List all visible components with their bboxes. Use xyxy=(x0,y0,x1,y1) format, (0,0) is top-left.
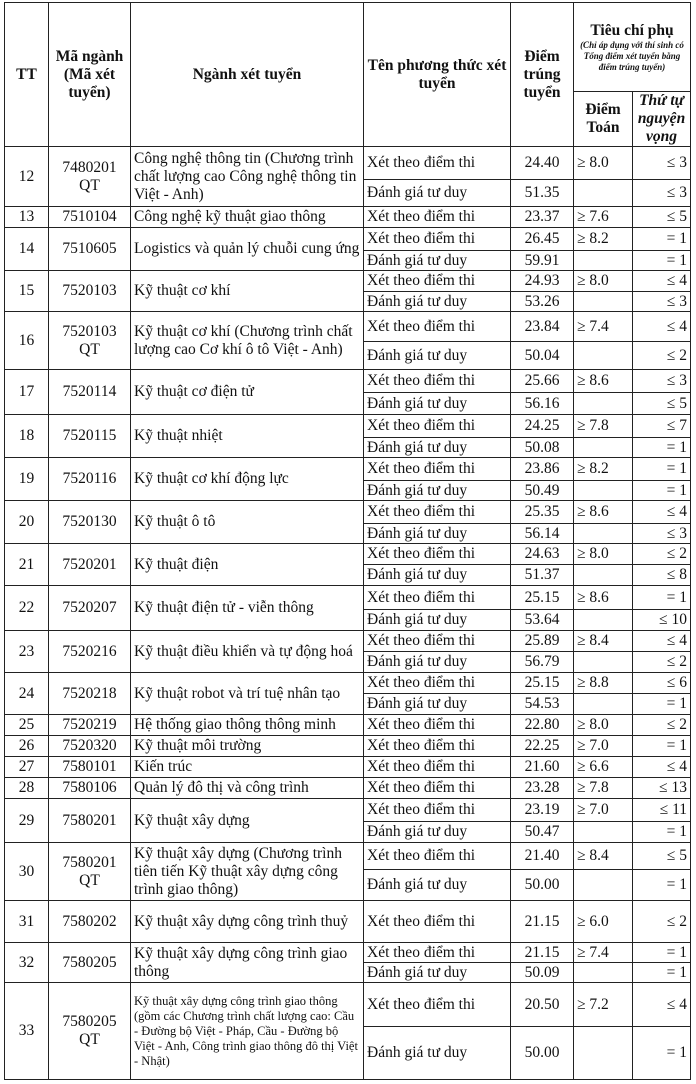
major-name: Kỹ thuật cơ khí xyxy=(131,271,364,312)
admission-method: Xét theo điểm thi xyxy=(364,673,511,694)
wish-order-criterion: ≤ 4 xyxy=(633,631,691,652)
header-tieu-chi-note: (Chỉ áp dụng với thí sinh có Tổng điểm xét tuyển bằng điểm trúng tuyển) xyxy=(580,39,684,72)
table-row xyxy=(5,415,691,438)
major-name: Kỹ thuật ô tô xyxy=(131,501,364,544)
major-name: Logistics và quản lý chuỗi cung ứng xyxy=(131,228,364,271)
row-number: 24 xyxy=(5,673,49,715)
wish-order-criterion: = 1 xyxy=(633,963,691,983)
math-score-criterion: ≥ 6.0 xyxy=(574,901,633,943)
cutoff-score: 23.28 xyxy=(511,778,574,799)
cutoff-score: 24.63 xyxy=(511,544,574,565)
table-row xyxy=(5,586,691,610)
wish-order-criterion: ≤ 3 xyxy=(633,370,691,393)
table-row xyxy=(5,312,691,342)
cutoff-score: 50.09 xyxy=(511,963,574,983)
major-name: Công nghệ kỹ thuật giao thông xyxy=(131,207,364,228)
cutoff-score: 50.04 xyxy=(511,342,574,370)
row-number: 12 xyxy=(5,147,49,207)
major-name: Hệ thống giao thông thông minh xyxy=(131,715,364,736)
row-number: 14 xyxy=(5,228,49,271)
table-row xyxy=(5,715,691,736)
admission-method: Xét theo điểm thi xyxy=(364,586,511,610)
wish-order-criterion: = 1 xyxy=(633,228,691,251)
cutoff-score: 22.80 xyxy=(511,715,574,736)
wish-order-criterion: ≤ 4 xyxy=(633,983,691,1027)
major-name: Kỹ thuật cơ khí (Chương trình chất lượng cao Cơ khí ô tô Việt - Anh) xyxy=(131,312,364,370)
math-score-criterion xyxy=(574,180,633,207)
wish-order-criterion: ≤ 8 xyxy=(633,565,691,586)
admission-method: Đánh giá tư duy xyxy=(364,1027,511,1080)
math-score-criterion: ≥ 7.8 xyxy=(574,415,633,438)
row-number: 26 xyxy=(5,736,49,757)
table-row xyxy=(5,631,691,652)
admission-method: Đánh giá tư duy xyxy=(364,870,511,901)
table-row xyxy=(5,757,691,778)
cutoff-score: 25.15 xyxy=(511,586,574,610)
header-tieu-chi-title: Tiêu chí phụ xyxy=(590,21,674,39)
math-score-criterion: ≥ 8.2 xyxy=(574,228,633,251)
cutoff-score: 25.35 xyxy=(511,501,574,524)
admission-method: Xét theo điểm thi xyxy=(364,312,511,342)
major-code: 7580205 xyxy=(49,943,131,983)
cutoff-score: 50.08 xyxy=(511,438,574,458)
math-score-criterion xyxy=(574,694,633,715)
major-code: 7520218 xyxy=(49,673,131,715)
row-number: 23 xyxy=(5,631,49,673)
math-score-criterion xyxy=(574,292,633,312)
cutoff-score: 54.53 xyxy=(511,694,574,715)
cutoff-score: 50.49 xyxy=(511,481,574,501)
row-number: 22 xyxy=(5,586,49,631)
admission-method: Xét theo điểm thi xyxy=(364,901,511,943)
major-code: 7520116 xyxy=(49,458,131,501)
row-number: 19 xyxy=(5,458,49,501)
math-score-criterion xyxy=(574,342,633,370)
row-number: 20 xyxy=(5,501,49,544)
math-score-criterion: ≥ 7.0 xyxy=(574,799,633,822)
wish-order-criterion: = 1 xyxy=(633,458,691,481)
math-score-criterion xyxy=(574,393,633,415)
wish-order-criterion: ≤ 4 xyxy=(633,501,691,524)
admission-method: Xét theo điểm thi xyxy=(364,271,511,292)
major-name: Kỹ thuật xây dựng công trình giao thông xyxy=(131,943,364,983)
math-score-criterion: ≥ 7.4 xyxy=(574,312,633,342)
admission-method: Xét theo điểm thi xyxy=(364,757,511,778)
math-score-criterion: ≥ 8.0 xyxy=(574,147,633,180)
wish-order-criterion: ≤ 2 xyxy=(633,715,691,736)
row-number: 29 xyxy=(5,799,49,843)
wish-order-criterion: = 1 xyxy=(633,694,691,715)
row-number: 28 xyxy=(5,778,49,799)
admission-method: Đánh giá tư duy xyxy=(364,652,511,673)
math-score-criterion xyxy=(574,610,633,631)
admission-method: Xét theo điểm thi xyxy=(364,843,511,870)
major-code: 7510104 xyxy=(49,207,131,228)
admission-method: Đánh giá tư duy xyxy=(364,610,511,631)
cutoff-score: 22.25 xyxy=(511,736,574,757)
wish-order-criterion: ≤ 5 xyxy=(633,843,691,870)
admission-method: Xét theo điểm thi xyxy=(364,501,511,524)
wish-order-criterion: ≤ 7 xyxy=(633,415,691,438)
major-code: 7510605 xyxy=(49,228,131,271)
header-thu-tu-nguyen-vong: Thứ tự nguyện vọng xyxy=(633,92,691,147)
math-score-criterion: ≥ 8.4 xyxy=(574,631,633,652)
admission-method: Xét theo điểm thi xyxy=(364,631,511,652)
cutoff-score: 25.89 xyxy=(511,631,574,652)
cutoff-score: 56.14 xyxy=(511,524,574,544)
table-row xyxy=(5,673,691,694)
row-number: 25 xyxy=(5,715,49,736)
major-code: 7520216 xyxy=(49,631,131,673)
math-score-criterion: ≥ 7.4 xyxy=(574,943,633,963)
major-name: Kiến trúc xyxy=(131,757,364,778)
major-name: Công nghệ thông tin (Chương trình chất lượng cao Công nghệ thông tin Việt - Anh) xyxy=(131,147,364,207)
wish-order-criterion: ≤ 3 xyxy=(633,292,691,312)
major-code: 7580202 xyxy=(49,901,131,943)
wish-order-criterion: ≤ 3 xyxy=(633,524,691,544)
major-code: 7580205 QT xyxy=(49,983,131,1080)
table-row xyxy=(5,147,691,180)
math-score-criterion: ≥ 8.6 xyxy=(574,370,633,393)
admission-method: Xét theo điểm thi xyxy=(364,799,511,822)
major-code: 7520130 xyxy=(49,501,131,544)
major-code: 7520103 QT xyxy=(49,312,131,370)
math-score-criterion: ≥ 8.8 xyxy=(574,673,633,694)
header-tieu-chi-phu xyxy=(574,3,691,92)
math-score-criterion: ≥ 7.8 xyxy=(574,778,633,799)
cutoff-score: 59.91 xyxy=(511,251,574,271)
cutoff-score: 53.64 xyxy=(511,610,574,631)
major-name: Kỹ thuật xây dựng xyxy=(131,799,364,843)
row-number: 15 xyxy=(5,271,49,312)
wish-order-criterion: ≤ 2 xyxy=(633,342,691,370)
row-number: 33 xyxy=(5,983,49,1080)
table-row xyxy=(5,901,691,943)
major-code: 7480201 QT xyxy=(49,147,131,207)
row-number: 32 xyxy=(5,943,49,983)
wish-order-criterion: = 1 xyxy=(633,870,691,901)
major-name: Kỹ thuật điều khiển và tự động hoá xyxy=(131,631,364,673)
table-row xyxy=(5,778,691,799)
major-code: 7520114 xyxy=(49,370,131,415)
cutoff-score: 20.50 xyxy=(511,983,574,1027)
math-score-criterion xyxy=(574,652,633,673)
math-score-criterion xyxy=(574,565,633,586)
admission-method: Xét theo điểm thi xyxy=(364,544,511,565)
admission-method: Đánh giá tư duy xyxy=(364,251,511,271)
cutoff-score: 56.16 xyxy=(511,393,574,415)
cutoff-score: 24.40 xyxy=(511,147,574,180)
wish-order-criterion: = 1 xyxy=(633,736,691,757)
cutoff-score: 23.19 xyxy=(511,799,574,822)
wish-order-criterion: ≤ 3 xyxy=(633,147,691,180)
table-row xyxy=(5,207,691,228)
major-name: Kỹ thuật xây dựng (Chương trình tiên tiến Kỹ thuật xây dựng công trình giao thông) xyxy=(131,843,364,901)
math-score-criterion: ≥ 8.6 xyxy=(574,501,633,524)
cutoff-score: 24.93 xyxy=(511,271,574,292)
major-code: 7520219 xyxy=(49,715,131,736)
wish-order-criterion: ≤ 4 xyxy=(633,757,691,778)
admission-method: Đánh giá tư duy xyxy=(364,180,511,207)
admission-method: Xét theo điểm thi xyxy=(364,458,511,481)
wish-order-criterion: = 1 xyxy=(633,943,691,963)
wish-order-criterion: = 1 xyxy=(633,251,691,271)
table-row xyxy=(5,736,691,757)
admission-method: Xét theo điểm thi xyxy=(364,983,511,1027)
major-name: Kỹ thuật cơ khí động lực xyxy=(131,458,364,501)
cutoff-score: 21.40 xyxy=(511,843,574,870)
cutoff-score: 23.84 xyxy=(511,312,574,342)
wish-order-criterion: = 1 xyxy=(633,438,691,458)
cutoff-score: 50.00 xyxy=(511,870,574,901)
admission-method: Đánh giá tư duy xyxy=(364,342,511,370)
admission-table-container xyxy=(4,2,690,1080)
table-row xyxy=(5,370,691,393)
row-number: 27 xyxy=(5,757,49,778)
major-name: Kỹ thuật nhiệt xyxy=(131,415,364,458)
major-name: Kỹ thuật điện xyxy=(131,544,364,586)
wish-order-criterion: ≤ 3 xyxy=(633,180,691,207)
table-body xyxy=(5,147,691,1080)
major-name: Kỹ thuật điện tử - viễn thông xyxy=(131,586,364,631)
major-code: 7580201 xyxy=(49,799,131,843)
wish-order-criterion: ≤ 2 xyxy=(633,652,691,673)
math-score-criterion: ≥ 8.0 xyxy=(574,271,633,292)
cutoff-score: 24.25 xyxy=(511,415,574,438)
cutoff-score: 21.60 xyxy=(511,757,574,778)
table-row xyxy=(5,458,691,481)
cutoff-score: 25.66 xyxy=(511,370,574,393)
math-score-criterion xyxy=(574,870,633,901)
major-name: Kỹ thuật xây dựng công trình thuỷ xyxy=(131,901,364,943)
cutoff-score: 53.26 xyxy=(511,292,574,312)
math-score-criterion: ≥ 8.4 xyxy=(574,843,633,870)
math-score-criterion: ≥ 8.0 xyxy=(574,715,633,736)
cutoff-score: 25.15 xyxy=(511,673,574,694)
table-row xyxy=(5,843,691,870)
wish-order-criterion: ≤ 10 xyxy=(633,610,691,631)
major-name: Kỹ thuật xây dựng công trình giao thông (gồm các Chương trình chất lượng cao: Cầu - Đường bộ Việt - Pháp, Cầu - Đường bộ Việt - Anh, Công trình giao thông đô thị Việt - Nhật) xyxy=(131,983,364,1080)
major-code: 7520201 xyxy=(49,544,131,586)
wish-order-criterion: = 1 xyxy=(633,481,691,501)
table-row xyxy=(5,501,691,524)
header-diem-trung-tuyen: Điểm trúng tuyển xyxy=(511,3,574,147)
wish-order-criterion: ≤ 4 xyxy=(633,271,691,292)
admission-method: Đánh giá tư duy xyxy=(364,292,511,312)
math-score-criterion: ≥ 8.0 xyxy=(574,544,633,565)
header-tt: TT xyxy=(5,3,49,147)
admission-method: Đánh giá tư duy xyxy=(364,963,511,983)
header-diem-toan: Điểm Toán xyxy=(574,92,633,147)
cutoff-score: 50.47 xyxy=(511,822,574,843)
admission-method: Xét theo điểm thi xyxy=(364,228,511,251)
row-number: 18 xyxy=(5,415,49,458)
cutoff-score: 56.79 xyxy=(511,652,574,673)
admission-method: Đánh giá tư duy xyxy=(364,822,511,843)
math-score-criterion: ≥ 8.6 xyxy=(574,586,633,610)
cutoff-score: 50.00 xyxy=(511,1027,574,1080)
cutoff-score: 21.15 xyxy=(511,943,574,963)
admission-method: Đánh giá tư duy xyxy=(364,694,511,715)
table-row xyxy=(5,544,691,565)
row-number: 16 xyxy=(5,312,49,370)
wish-order-criterion: ≤ 2 xyxy=(633,544,691,565)
cutoff-score: 21.15 xyxy=(511,901,574,943)
row-number: 30 xyxy=(5,843,49,901)
table-row xyxy=(5,271,691,292)
math-score-criterion xyxy=(574,963,633,983)
math-score-criterion xyxy=(574,1027,633,1080)
math-score-criterion xyxy=(574,822,633,843)
admission-method: Xét theo điểm thi xyxy=(364,715,511,736)
wish-order-criterion: ≤ 5 xyxy=(633,207,691,228)
admission-method: Đánh giá tư duy xyxy=(364,524,511,544)
header-phuong-thuc: Tên phương thức xét tuyển xyxy=(364,3,511,147)
header-ma-nganh: Mã ngành (Mã xét tuyển) xyxy=(49,3,131,147)
table-row xyxy=(5,799,691,822)
admission-method: Đánh giá tư duy xyxy=(364,393,511,415)
wish-order-criterion: = 1 xyxy=(633,586,691,610)
major-code: 7520115 xyxy=(49,415,131,458)
admission-method: Đánh giá tư duy xyxy=(364,481,511,501)
wish-order-criterion: = 1 xyxy=(633,822,691,843)
math-score-criterion xyxy=(574,481,633,501)
admission-method: Xét theo điểm thi xyxy=(364,778,511,799)
major-code: 7580101 xyxy=(49,757,131,778)
major-code: 7520207 xyxy=(49,586,131,631)
wish-order-criterion: ≤ 2 xyxy=(633,901,691,943)
admission-method: Xét theo điểm thi xyxy=(364,736,511,757)
math-score-criterion xyxy=(574,524,633,544)
row-number: 17 xyxy=(5,370,49,415)
admission-method: Xét theo điểm thi xyxy=(364,147,511,180)
admission-method: Xét theo điểm thi xyxy=(364,943,511,963)
major-name: Quản lý đô thị và công trình xyxy=(131,778,364,799)
cutoff-score: 51.35 xyxy=(511,180,574,207)
math-score-criterion xyxy=(574,438,633,458)
math-score-criterion: ≥ 7.6 xyxy=(574,207,633,228)
wish-order-criterion: ≤ 4 xyxy=(633,312,691,342)
wish-order-criterion: = 1 xyxy=(633,1027,691,1080)
admission-score-table xyxy=(4,2,691,1080)
wish-order-criterion: ≤ 6 xyxy=(633,673,691,694)
row-number: 21 xyxy=(5,544,49,586)
table-row xyxy=(5,943,691,963)
admission-method: Xét theo điểm thi xyxy=(364,415,511,438)
table-row xyxy=(5,983,691,1027)
admission-method: Xét theo điểm thi xyxy=(364,207,511,228)
math-score-criterion xyxy=(574,251,633,271)
major-code: 7520103 xyxy=(49,271,131,312)
header-nganh: Ngành xét tuyển xyxy=(131,3,364,147)
wish-order-criterion: ≤ 13 xyxy=(633,778,691,799)
major-code: 7520320 xyxy=(49,736,131,757)
wish-order-criterion: ≤ 5 xyxy=(633,393,691,415)
major-code: 7580201 QT xyxy=(49,843,131,901)
cutoff-score: 23.37 xyxy=(511,207,574,228)
admission-method: Đánh giá tư duy xyxy=(364,438,511,458)
row-number: 31 xyxy=(5,901,49,943)
cutoff-score: 23.86 xyxy=(511,458,574,481)
wish-order-criterion: ≤ 11 xyxy=(633,799,691,822)
math-score-criterion: ≥ 7.0 xyxy=(574,736,633,757)
major-name: Kỹ thuật môi trường xyxy=(131,736,364,757)
row-number: 13 xyxy=(5,207,49,228)
math-score-criterion: ≥ 7.2 xyxy=(574,983,633,1027)
major-name: Kỹ thuật cơ điện tử xyxy=(131,370,364,415)
math-score-criterion: ≥ 8.2 xyxy=(574,458,633,481)
admission-method: Đánh giá tư duy xyxy=(364,565,511,586)
major-code: 7580106 xyxy=(49,778,131,799)
cutoff-score: 26.45 xyxy=(511,228,574,251)
admission-method: Xét theo điểm thi xyxy=(364,370,511,393)
major-name: Kỹ thuật robot và trí tuệ nhân tạo xyxy=(131,673,364,715)
table-row xyxy=(5,228,691,251)
cutoff-score: 51.37 xyxy=(511,565,574,586)
math-score-criterion: ≥ 6.6 xyxy=(574,757,633,778)
